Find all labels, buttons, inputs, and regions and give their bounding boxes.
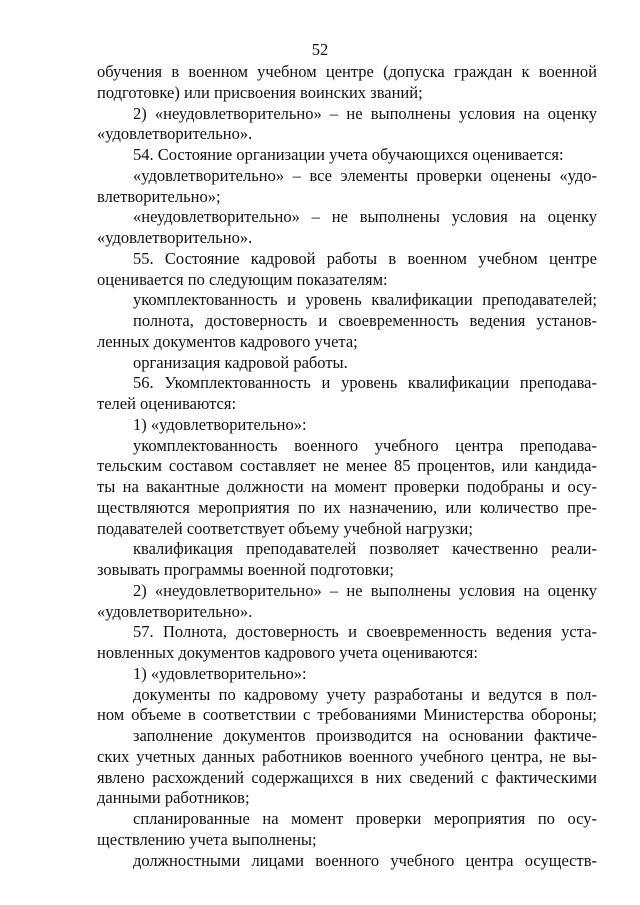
text-line: обучения в военном учебном центре (допуска граждан к военной: [97, 62, 597, 81]
text-line: ты на вакантные должности на момент проверки подобраны и осу-: [97, 477, 597, 496]
text-line: полнота, достоверность и своевременность ведения установ-: [133, 311, 597, 330]
text-line: явлено расхождений содержащихся в них сведений с фактическими: [97, 767, 597, 787]
text-line: «удовлетворительно».: [97, 124, 253, 144]
text-line: тельским составом составляет не менее 85 процентов, или кандида-: [97, 456, 597, 476]
text-line: организация кадровой работы.: [133, 352, 348, 372]
text-line: 57. Полнота, достоверность и своевременность ведения уста-: [133, 622, 597, 642]
text-line: «удовлетворительно» – все элементы проверки оценены «удо-: [133, 165, 597, 185]
text-line: данными работников;: [97, 788, 250, 808]
text-line: оценивается по следующим показателям:: [97, 269, 388, 289]
text-line: 1) «удовлетворительно»:: [133, 663, 307, 683]
text-line: «удовлетворительно».: [97, 228, 253, 247]
text-line: «неудовлетворительно» – не выполнены условия на оценку: [133, 207, 597, 227]
text-line: квалификация преподавателей позволяет качественно реали-: [133, 539, 597, 559]
text-line: 55. Состояние кадровой работы в военном учебном центре: [133, 248, 597, 268]
text-line: ществляются мероприятия по их назначению, или количество пре-: [97, 497, 597, 517]
text-line: ном объеме в соответствии с требованиями Министерства обороны;: [97, 705, 597, 725]
page-number: 52: [311, 40, 329, 59]
text-line: влетворительно»;: [97, 186, 221, 206]
text-line: ских учетных данных работников военного учебного центра, не вы-: [97, 746, 597, 766]
text-line: заполнение документов производится на основании фактиче-: [133, 726, 597, 745]
text-line: подавателей соответствует объему учебной нагрузки;: [97, 518, 473, 538]
text-line: укомплектованность и уровень квалификации преподавателей;: [133, 290, 597, 310]
text-line: ленных документов кадрового учета;: [97, 331, 358, 351]
text-line: ществлению учета выполнены;: [97, 829, 317, 849]
text-line: 2) «неудовлетворительно» – не выполнены условия на оценку: [133, 103, 597, 123]
text-line: 2) «неудовлетворительно» – не выполнены условия на оценку: [133, 580, 597, 600]
text-line: документы по кадровому учету разработаны и ведутся в пол-: [133, 684, 597, 704]
text-line: спланированные на момент проверки мероприятия по осу-: [133, 809, 597, 828]
text-line: телей оцениваются:: [97, 394, 237, 413]
text-line: 54. Состояние организации учета обучающихся оценивается:: [133, 145, 564, 164]
text-line: «удовлетворительно».: [97, 601, 253, 621]
text-line: новленных документов кадрового учета оцениваются:: [97, 643, 478, 662]
text-line: 56. Укомплектованность и уровень квалификации преподава-: [133, 373, 597, 393]
text-line: зовывать программы военной подготовки;: [97, 560, 394, 579]
text-line: 1) «удовлетворительно»:: [133, 414, 307, 434]
text-line: должностными лицами военного учебного центра осуществ-: [133, 850, 597, 870]
text-line: укомплектованность военного учебного центра преподава-: [133, 435, 597, 455]
text-line: подготовке) или присвоения воинских званий;: [97, 82, 423, 102]
